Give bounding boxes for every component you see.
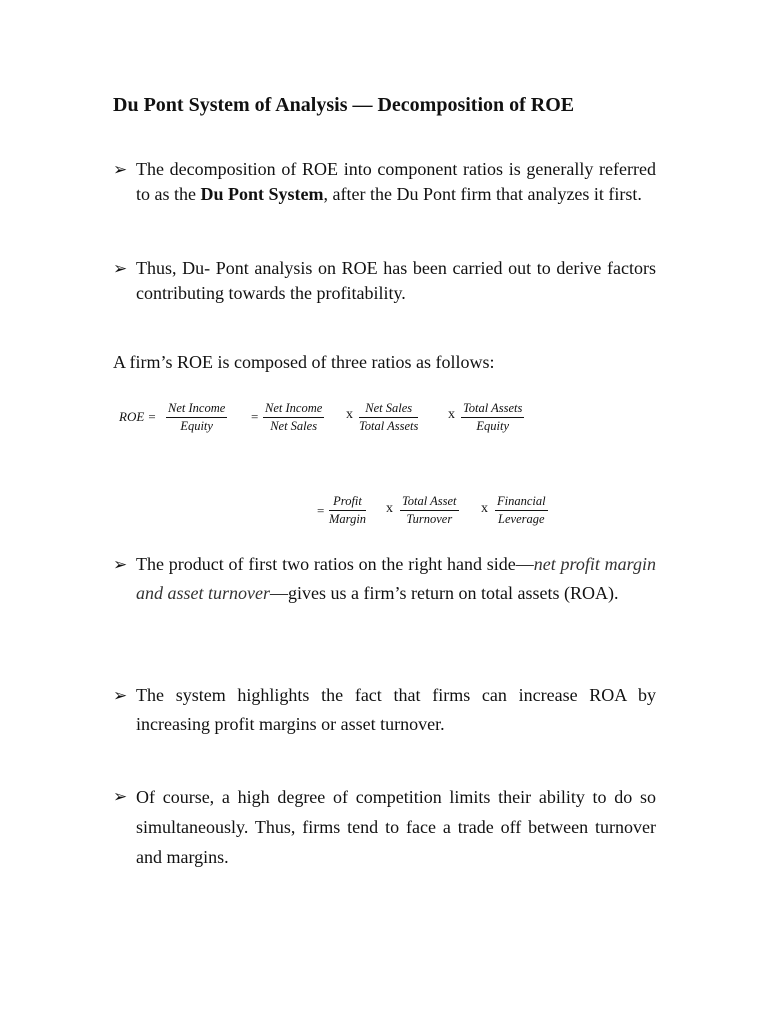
formula-intro: A firm’s ROE is composed of three ratios as follows:: [113, 352, 495, 372]
fraction-numerator: Profit: [329, 494, 366, 511]
bullet-italic-term: net profit margin and asset turnover: [136, 554, 657, 603]
bullet-dupont-definition: [113, 157, 656, 207]
fraction-numerator: Financial: [495, 494, 548, 511]
fraction-total-assets-equity: [461, 401, 524, 434]
bullet-dupont-analysis: [113, 256, 656, 306]
page-title: Du Pont System of Analysis — Decomposition of ROE: [113, 94, 575, 116]
equals-sign: =: [251, 409, 259, 424]
fraction-denominator: Net Sales: [270, 419, 318, 433]
bullet-increase-roa: [113, 681, 656, 739]
multiply-sign: x: [346, 407, 353, 422]
arrow-bullet-icon: ➢: [113, 259, 128, 278]
bullet-text: [136, 550, 656, 608]
bullet-text-part: The decomposition of ROE into component ratios is generally referred to as the: [136, 159, 656, 204]
formula-lhs: ROE =: [119, 409, 157, 424]
fraction-denominator: Equity: [476, 419, 510, 433]
fraction-profit-margin: [329, 494, 366, 527]
bullet-text-part: —gives us a firm’s return on total assets (ROA).: [270, 583, 619, 603]
arrow-bullet-icon: ➢: [113, 686, 128, 705]
fraction-financial-leverage: [495, 494, 548, 527]
arrow-bullet-icon: ➢: [113, 555, 128, 574]
fraction-total-asset-turnover: [400, 494, 459, 527]
equals-sign: =: [317, 503, 325, 518]
bullet-text: Of course, a high degree of competition limits their ability to do so simultaneously. Thus, firms tend to face a trade off between turnover and margins.: [136, 787, 656, 867]
fraction-denominator: Turnover: [406, 512, 453, 526]
fraction-numerator: Net Income: [263, 401, 324, 418]
bullet-competition: [113, 782, 656, 872]
bullet-text-part: The product of first two ratios on the right hand side—: [136, 554, 534, 574]
fraction-net-income-equity: [166, 401, 227, 434]
multiply-sign: x: [481, 501, 488, 516]
arrow-bullet-icon: ➢: [113, 160, 128, 179]
arrow-bullet-icon: ➢: [113, 787, 128, 806]
fraction-numerator: Net Income: [166, 401, 227, 418]
bullet-bold-term: Du Pont System: [200, 184, 324, 204]
bullet-roa: [113, 550, 656, 608]
fraction-numerator: Total Assets: [461, 401, 524, 418]
multiply-sign: x: [386, 501, 393, 516]
fraction-denominator: Total Assets: [359, 419, 419, 433]
bullet-text: [136, 157, 656, 207]
fraction-denominator: Leverage: [498, 512, 545, 526]
multiply-sign: x: [448, 407, 455, 422]
fraction-net-sales-total-assets: [359, 401, 418, 434]
fraction-numerator: Total Asset: [400, 494, 459, 511]
bullet-text: The system highlights the fact that firms can increase ROA by increasing profit margins or asset turnover.: [136, 685, 656, 734]
fraction-denominator: Equity: [180, 419, 213, 433]
fraction-numerator: Net Sales: [359, 401, 418, 418]
bullet-text: Thus, Du- Pont analysis on ROE has been carried out to derive factors contributing towards the profitability.: [136, 258, 656, 303]
bullet-text-part: , after the Du Pont firm that analyzes it first.: [323, 184, 642, 204]
fraction-net-income-net-sales: [263, 401, 324, 434]
fraction-denominator: Margin: [329, 512, 367, 526]
